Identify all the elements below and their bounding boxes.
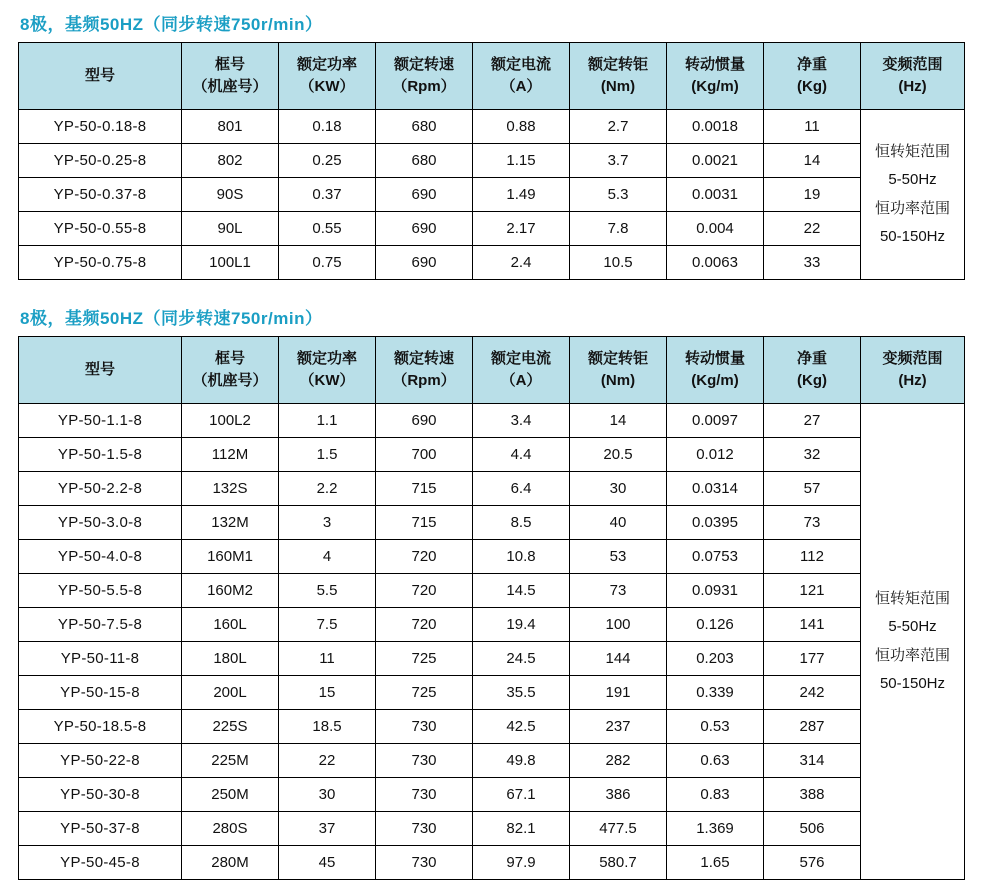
cell-power: 0.75 — [279, 246, 376, 280]
table-row — [19, 540, 965, 574]
cell-torque: 53 — [570, 540, 667, 574]
cell-model: YP-50-5.5-8 — [19, 574, 182, 608]
cell-torque: 100 — [570, 608, 667, 642]
cell-model: YP-50-18.5-8 — [19, 710, 182, 744]
spec-section-2 — [18, 302, 964, 880]
cell-weight: 177 — [764, 642, 861, 676]
cell-power: 4 — [279, 540, 376, 574]
table-row — [19, 178, 965, 212]
cell-weight: 242 — [764, 676, 861, 710]
cell-inertia: 0.0031 — [667, 178, 764, 212]
cell-speed: 730 — [376, 710, 473, 744]
cell-model: YP-50-4.0-8 — [19, 540, 182, 574]
cell-model: YP-50-0.37-8 — [19, 178, 182, 212]
table-row — [19, 778, 965, 812]
cell-weight: 22 — [764, 212, 861, 246]
section-title-2: 8极，基频50HZ（同步转速750r/min） — [20, 309, 323, 328]
cell-torque: 5.3 — [570, 178, 667, 212]
cell-torque: 20.5 — [570, 438, 667, 472]
cell-inertia: 0.0753 — [667, 540, 764, 574]
cell-inertia: 0.0063 — [667, 246, 764, 280]
cell-weight: 506 — [764, 812, 861, 846]
table-row — [19, 574, 965, 608]
cell-model: YP-50-1.1-8 — [19, 404, 182, 438]
cell-power: 0.18 — [279, 110, 376, 144]
cell-inertia: 0.0018 — [667, 110, 764, 144]
col-header-model: 型号 — [19, 337, 182, 404]
cell-torque: 10.5 — [570, 246, 667, 280]
cell-weight: 141 — [764, 608, 861, 642]
cell-frame: 90S — [182, 178, 279, 212]
cell-frame: 200L — [182, 676, 279, 710]
cell-speed: 690 — [376, 178, 473, 212]
cell-frequency-range: 恒转矩范围 5-50Hz 恒功率范围 50-150Hz — [861, 110, 965, 280]
cell-speed: 725 — [376, 642, 473, 676]
cell-current: 49.8 — [473, 744, 570, 778]
cell-weight: 32 — [764, 438, 861, 472]
cell-torque: 237 — [570, 710, 667, 744]
cell-frame: 801 — [182, 110, 279, 144]
spec-table-1 — [18, 42, 965, 280]
cell-current: 19.4 — [473, 608, 570, 642]
cell-power: 45 — [279, 846, 376, 880]
cell-torque: 7.8 — [570, 212, 667, 246]
cell-power: 1.5 — [279, 438, 376, 472]
cell-speed: 720 — [376, 574, 473, 608]
cell-weight: 11 — [764, 110, 861, 144]
cell-speed: 715 — [376, 506, 473, 540]
cell-power: 18.5 — [279, 710, 376, 744]
cell-model: YP-50-2.2-8 — [19, 472, 182, 506]
table-row — [19, 608, 965, 642]
col-header-power: 额定功率 （KW） — [279, 337, 376, 404]
cell-inertia: 0.0097 — [667, 404, 764, 438]
cell-weight: 112 — [764, 540, 861, 574]
col-header-torque: 额定转钜 (Nm) — [570, 43, 667, 110]
cell-frame: 100L1 — [182, 246, 279, 280]
cell-power: 37 — [279, 812, 376, 846]
cell-frame: 225S — [182, 710, 279, 744]
cell-frame: 112M — [182, 438, 279, 472]
col-header-inertia: 转动惯量 (Kg/m) — [667, 43, 764, 110]
cell-speed: 720 — [376, 608, 473, 642]
spec-section-1 — [18, 8, 964, 280]
cell-weight: 314 — [764, 744, 861, 778]
cell-power: 0.55 — [279, 212, 376, 246]
table-row — [19, 438, 965, 472]
table-header-row — [19, 337, 965, 404]
cell-inertia: 0.83 — [667, 778, 764, 812]
cell-frame: 250M — [182, 778, 279, 812]
cell-model: YP-50-11-8 — [19, 642, 182, 676]
col-header-model: 型号 — [19, 43, 182, 110]
cell-power: 30 — [279, 778, 376, 812]
cell-inertia: 0.126 — [667, 608, 764, 642]
table-row — [19, 710, 965, 744]
table-row — [19, 676, 965, 710]
cell-current: 6.4 — [473, 472, 570, 506]
cell-inertia: 0.63 — [667, 744, 764, 778]
table-row — [19, 846, 965, 880]
spec-table-2 — [18, 336, 965, 880]
cell-frame: 132S — [182, 472, 279, 506]
col-header-frame: 框号 （机座号） — [182, 43, 279, 110]
cell-inertia: 0.203 — [667, 642, 764, 676]
cell-torque: 14 — [570, 404, 667, 438]
cell-weight: 388 — [764, 778, 861, 812]
table-row — [19, 246, 965, 280]
cell-speed: 690 — [376, 246, 473, 280]
cell-frame: 160L — [182, 608, 279, 642]
table-row — [19, 812, 965, 846]
cell-speed: 730 — [376, 744, 473, 778]
table-row — [19, 642, 965, 676]
cell-weight: 576 — [764, 846, 861, 880]
cell-current: 97.9 — [473, 846, 570, 880]
cell-torque: 40 — [570, 506, 667, 540]
col-header-current: 额定电流 （A） — [473, 43, 570, 110]
col-header-inertia: 转动惯量 (Kg/m) — [667, 337, 764, 404]
cell-current: 35.5 — [473, 676, 570, 710]
cell-inertia: 1.65 — [667, 846, 764, 880]
cell-current: 67.1 — [473, 778, 570, 812]
cell-speed: 715 — [376, 472, 473, 506]
cell-frame: 225M — [182, 744, 279, 778]
col-header-range: 变频范围 (Hz) — [861, 337, 965, 404]
cell-torque: 144 — [570, 642, 667, 676]
cell-frame: 132M — [182, 506, 279, 540]
cell-frequency-range: 恒转矩范围 5-50Hz 恒功率范围 50-150Hz — [861, 404, 965, 880]
cell-power: 22 — [279, 744, 376, 778]
cell-frame: 100L2 — [182, 404, 279, 438]
cell-inertia: 0.004 — [667, 212, 764, 246]
cell-inertia: 0.012 — [667, 438, 764, 472]
cell-power: 11 — [279, 642, 376, 676]
cell-speed: 680 — [376, 144, 473, 178]
cell-model: YP-50-3.0-8 — [19, 506, 182, 540]
cell-power: 7.5 — [279, 608, 376, 642]
cell-inertia: 0.339 — [667, 676, 764, 710]
cell-current: 1.15 — [473, 144, 570, 178]
cell-model: YP-50-45-8 — [19, 846, 182, 880]
cell-model: YP-50-0.18-8 — [19, 110, 182, 144]
cell-weight: 14 — [764, 144, 861, 178]
cell-inertia: 0.53 — [667, 710, 764, 744]
col-header-weight: 净重 (Kg) — [764, 43, 861, 110]
cell-model: YP-50-22-8 — [19, 744, 182, 778]
cell-model: YP-50-0.75-8 — [19, 246, 182, 280]
cell-inertia: 0.0931 — [667, 574, 764, 608]
cell-torque: 191 — [570, 676, 667, 710]
col-header-weight: 净重 (Kg) — [764, 337, 861, 404]
cell-speed: 730 — [376, 778, 473, 812]
cell-weight: 121 — [764, 574, 861, 608]
section-title-1: 8极，基频50HZ（同步转速750r/min） — [20, 15, 323, 34]
cell-current: 1.49 — [473, 178, 570, 212]
cell-torque: 477.5 — [570, 812, 667, 846]
cell-inertia: 0.0314 — [667, 472, 764, 506]
table-row — [19, 144, 965, 178]
cell-weight: 33 — [764, 246, 861, 280]
cell-current: 2.4 — [473, 246, 570, 280]
table-row — [19, 110, 965, 144]
col-header-frame: 框号 （机座号） — [182, 337, 279, 404]
cell-weight: 19 — [764, 178, 861, 212]
cell-current: 2.17 — [473, 212, 570, 246]
cell-torque: 3.7 — [570, 144, 667, 178]
col-header-torque: 额定转钜 (Nm) — [570, 337, 667, 404]
col-header-range: 变频范围 (Hz) — [861, 43, 965, 110]
cell-current: 24.5 — [473, 642, 570, 676]
cell-inertia: 1.369 — [667, 812, 764, 846]
col-header-power: 额定功率 （KW） — [279, 43, 376, 110]
cell-frame: 160M2 — [182, 574, 279, 608]
cell-frame: 90L — [182, 212, 279, 246]
cell-power: 15 — [279, 676, 376, 710]
cell-frame: 180L — [182, 642, 279, 676]
cell-model: YP-50-37-8 — [19, 812, 182, 846]
cell-torque: 580.7 — [570, 846, 667, 880]
cell-current: 42.5 — [473, 710, 570, 744]
cell-speed: 720 — [376, 540, 473, 574]
cell-speed: 680 — [376, 110, 473, 144]
cell-weight: 57 — [764, 472, 861, 506]
cell-current: 10.8 — [473, 540, 570, 574]
cell-torque: 282 — [570, 744, 667, 778]
cell-frame: 280M — [182, 846, 279, 880]
cell-current: 14.5 — [473, 574, 570, 608]
cell-inertia: 0.0395 — [667, 506, 764, 540]
cell-model: YP-50-7.5-8 — [19, 608, 182, 642]
cell-frame: 802 — [182, 144, 279, 178]
cell-torque: 73 — [570, 574, 667, 608]
cell-speed: 690 — [376, 212, 473, 246]
cell-speed: 690 — [376, 404, 473, 438]
cell-speed: 725 — [376, 676, 473, 710]
table-row — [19, 212, 965, 246]
cell-current: 0.88 — [473, 110, 570, 144]
cell-frame: 160M1 — [182, 540, 279, 574]
cell-torque: 386 — [570, 778, 667, 812]
cell-model: YP-50-0.55-8 — [19, 212, 182, 246]
cell-power: 1.1 — [279, 404, 376, 438]
cell-inertia: 0.0021 — [667, 144, 764, 178]
cell-model: YP-50-15-8 — [19, 676, 182, 710]
cell-power: 3 — [279, 506, 376, 540]
cell-weight: 73 — [764, 506, 861, 540]
cell-model: YP-50-0.25-8 — [19, 144, 182, 178]
cell-model: YP-50-1.5-8 — [19, 438, 182, 472]
cell-current: 82.1 — [473, 812, 570, 846]
cell-weight: 287 — [764, 710, 861, 744]
col-header-speed: 额定转速 （Rpm） — [376, 337, 473, 404]
table-header-row — [19, 43, 965, 110]
cell-speed: 730 — [376, 812, 473, 846]
cell-weight: 27 — [764, 404, 861, 438]
cell-current: 8.5 — [473, 506, 570, 540]
cell-frame: 280S — [182, 812, 279, 846]
cell-power: 2.2 — [279, 472, 376, 506]
cell-power: 5.5 — [279, 574, 376, 608]
table-row — [19, 404, 965, 438]
cell-power: 0.25 — [279, 144, 376, 178]
cell-power: 0.37 — [279, 178, 376, 212]
table-row — [19, 506, 965, 540]
table-row — [19, 744, 965, 778]
table-row — [19, 472, 965, 506]
cell-model: YP-50-30-8 — [19, 778, 182, 812]
cell-current: 3.4 — [473, 404, 570, 438]
col-header-current: 额定电流 （A） — [473, 337, 570, 404]
cell-speed: 700 — [376, 438, 473, 472]
cell-torque: 30 — [570, 472, 667, 506]
col-header-speed: 额定转速 （Rpm） — [376, 43, 473, 110]
cell-current: 4.4 — [473, 438, 570, 472]
cell-speed: 730 — [376, 846, 473, 880]
cell-torque: 2.7 — [570, 110, 667, 144]
